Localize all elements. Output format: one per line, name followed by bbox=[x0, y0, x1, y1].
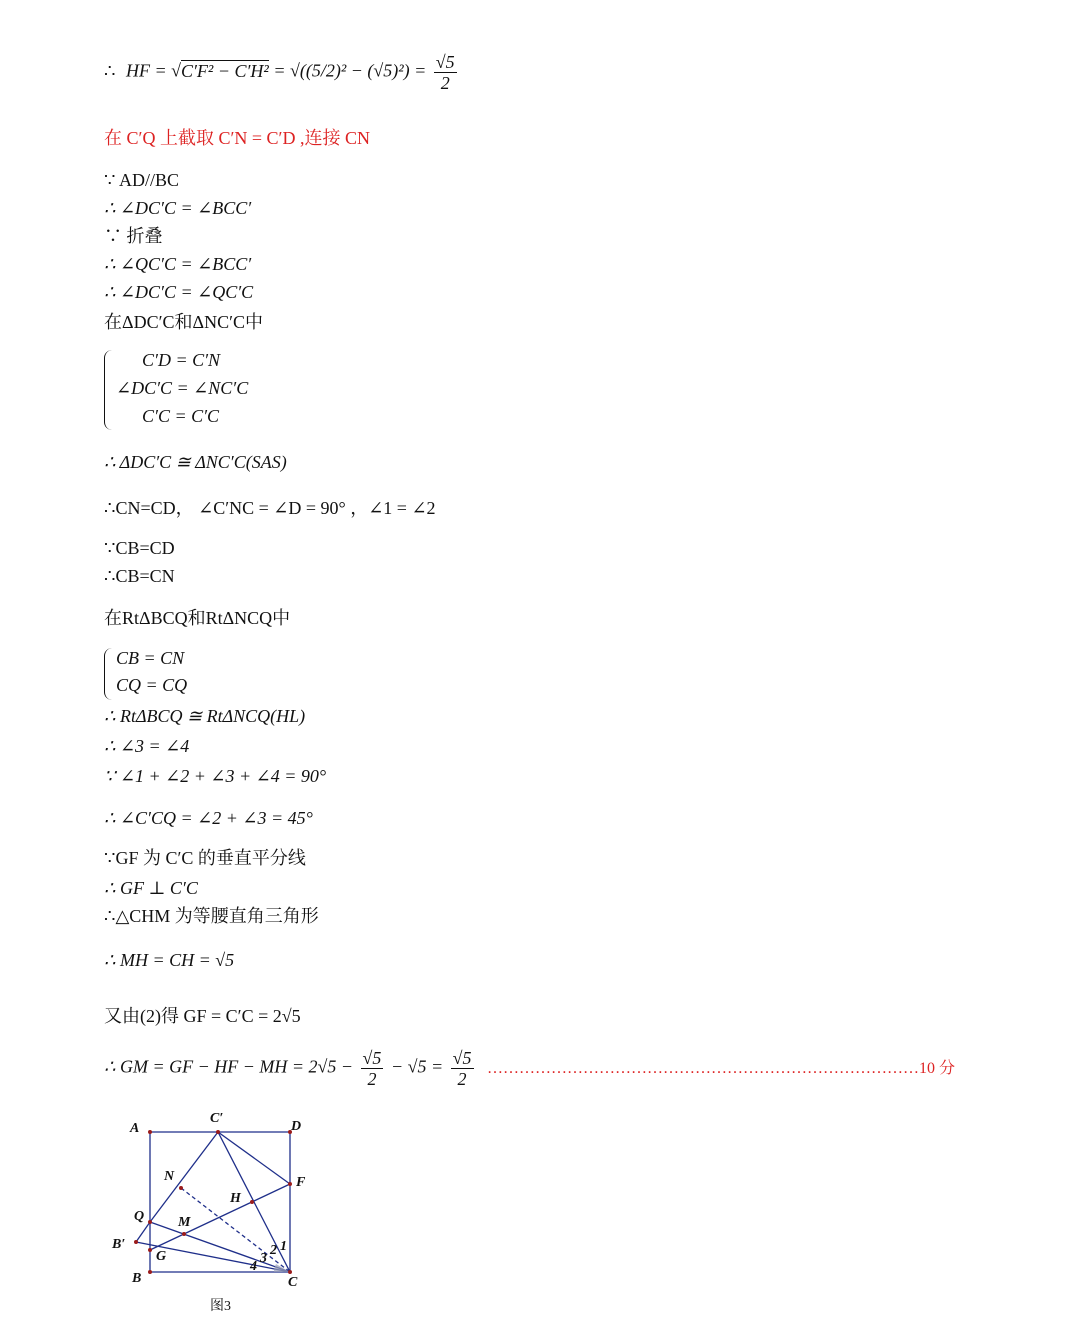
segment-cf bbox=[218, 1132, 290, 1184]
numerator: √5 bbox=[362, 1048, 382, 1068]
brace-system-2 bbox=[104, 648, 304, 704]
label-cp: C′ bbox=[210, 1111, 224, 1126]
eq-part: C′F² − C′H² bbox=[180, 60, 269, 81]
label-n: N bbox=[164, 1169, 175, 1184]
label-c: C bbox=[288, 1275, 298, 1290]
proof-line: ∴ GF ⊥ C′C bbox=[104, 878, 198, 898]
brace bbox=[104, 350, 113, 430]
figure-caption: 图3 bbox=[210, 1299, 231, 1314]
point-m bbox=[182, 1232, 186, 1236]
eq-part: = √((5/2)² − (√5)²) = bbox=[268, 60, 431, 81]
point-c bbox=[288, 1270, 292, 1274]
label-g: G bbox=[156, 1249, 167, 1264]
brace-line: ∠DC′C = ∠NC′C bbox=[116, 378, 249, 398]
label-angle-3: 3 bbox=[260, 1251, 267, 1266]
brace-line: CQ = CQ bbox=[116, 675, 188, 695]
segment-qb bbox=[136, 1222, 150, 1242]
numerator: √5 bbox=[452, 1048, 472, 1068]
label-a: A bbox=[130, 1121, 140, 1136]
therefore-symbol: ∴ bbox=[104, 60, 116, 81]
point-g bbox=[148, 1248, 152, 1252]
point-b bbox=[148, 1270, 152, 1274]
point-cp bbox=[216, 1130, 220, 1134]
denominator: 2 bbox=[457, 1069, 467, 1089]
fraction bbox=[361, 1048, 384, 1089]
point-bp bbox=[134, 1240, 138, 1244]
point-a bbox=[148, 1130, 152, 1134]
figure-svg bbox=[104, 1108, 324, 1318]
proof-line: ∴ ∠3 = ∠4 bbox=[104, 736, 190, 756]
label-f: F bbox=[296, 1175, 306, 1190]
fraction bbox=[434, 52, 457, 93]
label-h: H bbox=[230, 1191, 241, 1206]
brace bbox=[104, 648, 113, 700]
point-q bbox=[148, 1220, 152, 1224]
geometry-figure bbox=[104, 1108, 324, 1323]
proof-line: ∴ ∠DC′C = ∠BCC′ bbox=[104, 198, 252, 218]
proof-line: 在RtΔBCQ和RtΔNCQ中 bbox=[104, 608, 291, 628]
proof-line: ∴CN=CD， ∠C′NC = ∠D = 90° ，∠1 = ∠2 bbox=[104, 498, 436, 518]
point-f bbox=[288, 1182, 292, 1186]
denominator: 2 bbox=[440, 73, 450, 93]
proof-line: ∵ AD//BC bbox=[104, 170, 179, 190]
proof-line: ∵CB=CD bbox=[104, 538, 175, 558]
proof-line: ∴ RtΔBCQ ≅ RtΔNCQ(HL) bbox=[104, 706, 306, 726]
label-angle-1: 1 bbox=[280, 1239, 287, 1254]
label-angle-4: 4 bbox=[250, 1259, 257, 1274]
proof-line: ∴ ΔDC′C ≅ ΔNC′C(SAS) bbox=[104, 452, 287, 472]
eq-part: ∴ GM = GF − HF − MH = 2√5 − bbox=[104, 1056, 358, 1077]
proof-line: ∴ ∠DC′C = ∠QC′C bbox=[104, 282, 254, 302]
proof-line: ∴CB=CN bbox=[104, 566, 175, 586]
label-q: Q bbox=[134, 1209, 145, 1224]
label-angle-2: 2 bbox=[270, 1243, 277, 1258]
construction-note: 在 C′Q 上截取 C′N = C′D ,连接 CN bbox=[104, 128, 370, 148]
proof-line: 在ΔDC′C和ΔNC′C中 bbox=[104, 312, 264, 332]
brace-line: CB = CN bbox=[116, 648, 185, 668]
point-n bbox=[179, 1186, 183, 1190]
fraction bbox=[451, 1048, 474, 1089]
score-marker: ………………………………………………………………………10 分 bbox=[487, 1059, 956, 1077]
brace-line: C′D = C′N bbox=[142, 350, 221, 370]
proof-line: ∵GF 为 C′C 的垂直平分线 bbox=[104, 848, 306, 868]
proof-line: ∴ ∠C′CQ = ∠2 + ∠3 = 45° bbox=[104, 808, 313, 828]
equation-gm bbox=[104, 1048, 955, 1089]
label-bp: B′ bbox=[112, 1237, 126, 1252]
label-m: M bbox=[178, 1215, 191, 1230]
eq-part: HF = √ bbox=[125, 60, 181, 81]
proof-line: ∴ ∠QC′C = ∠BCC′ bbox=[104, 254, 252, 274]
label-d: D bbox=[291, 1119, 302, 1134]
equation-hf bbox=[104, 52, 460, 93]
proof-line: ∵ 折叠 bbox=[104, 226, 163, 246]
eq-part: − √5 = bbox=[390, 1056, 448, 1077]
proof-line: ∵ ∠1 + ∠2 + ∠3 + ∠4 = 90° bbox=[104, 766, 327, 786]
label-b: B bbox=[132, 1271, 142, 1286]
numerator: √5 bbox=[435, 52, 455, 72]
denominator: 2 bbox=[367, 1069, 377, 1089]
segment-qc bbox=[150, 1222, 290, 1272]
proof-line: ∴△CHM 为等腰直角三角形 bbox=[104, 906, 319, 926]
brace-line: C′C = C′C bbox=[142, 406, 220, 426]
brace-system-1 bbox=[104, 350, 304, 432]
point-h bbox=[250, 1200, 254, 1204]
segment-cq bbox=[150, 1132, 218, 1222]
proof-line: ∴ MH = CH = √5 bbox=[104, 950, 235, 970]
proof-line: 又由(2)得 GF = C′C = 2√5 bbox=[104, 1006, 301, 1026]
